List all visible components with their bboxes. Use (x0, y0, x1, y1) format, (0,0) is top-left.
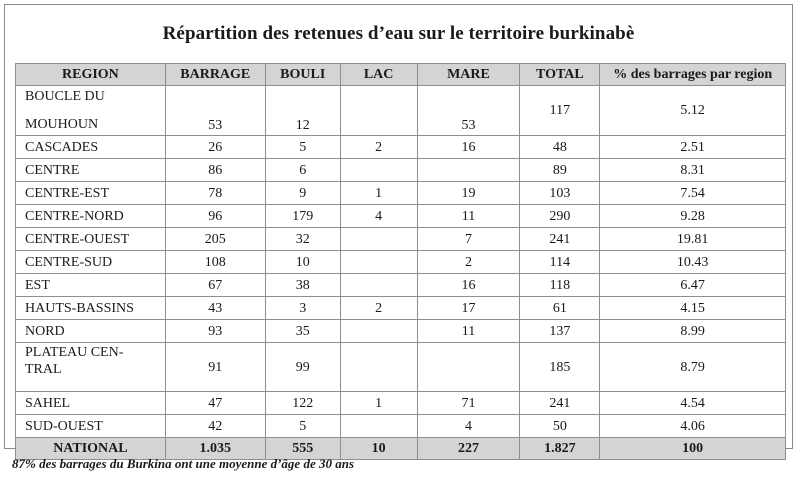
percent-cell: 8.31 (600, 159, 786, 182)
region-cell-line-1: BOUCLE DU (25, 89, 105, 104)
header-lac: LAC (340, 64, 417, 86)
header-mare: MARE (417, 64, 520, 86)
total-cell: 137 (520, 320, 600, 343)
region-cell (16, 343, 166, 392)
region-cell: CASCADES (16, 136, 166, 159)
mare-cell: 17 (417, 297, 520, 320)
region-cell: CENTRE-SUD (16, 251, 166, 274)
mare-cell: 19 (417, 182, 520, 205)
region-cell-line-1: PLATEAU CEN- (25, 345, 124, 360)
table-row (16, 136, 786, 159)
mare-cell (417, 159, 520, 182)
total-cell: 290 (520, 205, 600, 228)
header-total: TOTAL (520, 64, 600, 86)
total-cell: 118 (520, 274, 600, 297)
mare-cell: 4 (417, 415, 520, 438)
mare-cell: 71 (417, 392, 520, 415)
total-cell: 114 (520, 251, 600, 274)
total-cell: 241 (520, 228, 600, 251)
mare-cell: 2 (417, 251, 520, 274)
table-row (16, 343, 786, 392)
total-cell: 241 (520, 392, 600, 415)
lac-cell (340, 228, 417, 251)
table-row (16, 392, 786, 415)
region-cell-line-2: MOUHOUN (25, 117, 99, 132)
percent-cell: 9.28 (600, 205, 786, 228)
table-row (16, 86, 786, 136)
percent-cell: 4.15 (600, 297, 786, 320)
barrage-cell: 78 (165, 182, 265, 205)
table-header-row (16, 64, 786, 86)
mare-cell: 53 (417, 86, 520, 136)
mare-cell: 7 (417, 228, 520, 251)
percent-cell: 8.99 (600, 320, 786, 343)
region-cell: SAHEL (16, 392, 166, 415)
bouli-cell: 6 (265, 159, 340, 182)
total-cell: 61 (520, 297, 600, 320)
national-barrage: 1.035 (165, 438, 265, 460)
table-row (16, 182, 786, 205)
percent-cell: 10.43 (600, 251, 786, 274)
total-cell: 48 (520, 136, 600, 159)
header-region: REGION (16, 64, 166, 86)
percent-cell: 4.54 (600, 392, 786, 415)
total-cell: 185 (520, 343, 600, 392)
percent-cell: 4.06 (600, 415, 786, 438)
mare-cell: 11 (417, 205, 520, 228)
barrage-cell: 108 (165, 251, 265, 274)
lac-cell (340, 320, 417, 343)
national-bouli: 555 (265, 438, 340, 460)
table-row (16, 320, 786, 343)
table-row (16, 274, 786, 297)
bouli-cell: 5 (265, 415, 340, 438)
barrage-cell: 96 (165, 205, 265, 228)
percent-cell: 2.51 (600, 136, 786, 159)
region-cell: CENTRE-OUEST (16, 228, 166, 251)
region-cell: SUD-OUEST (16, 415, 166, 438)
header-barrage: BARRAGE (165, 64, 265, 86)
header-bouli: BOULI (265, 64, 340, 86)
lac-cell: 1 (340, 182, 417, 205)
bouli-cell: 5 (265, 136, 340, 159)
lac-cell: 4 (340, 205, 417, 228)
lac-cell: 1 (340, 392, 417, 415)
region-cell: CENTRE-NORD (16, 205, 166, 228)
national-percent: 100 (600, 438, 786, 460)
lac-cell (340, 159, 417, 182)
total-cell: 117 (520, 86, 600, 136)
national-mare: 227 (417, 438, 520, 460)
percent-cell: 8.79 (600, 343, 786, 392)
bouli-cell: 179 (265, 205, 340, 228)
mare-cell: 16 (417, 136, 520, 159)
header-percent: % des barrages par region (600, 64, 786, 86)
percent-cell: 5.12 (600, 86, 786, 136)
table-row (16, 159, 786, 182)
mare-cell: 11 (417, 320, 520, 343)
bouli-cell: 99 (265, 343, 340, 392)
table-row (16, 205, 786, 228)
barrage-cell: 67 (165, 274, 265, 297)
barrage-cell: 47 (165, 392, 265, 415)
table-row (16, 297, 786, 320)
region-cell: CENTRE-EST (16, 182, 166, 205)
lac-cell (340, 343, 417, 392)
mare-cell (417, 343, 520, 392)
barrage-cell: 91 (165, 343, 265, 392)
barrage-cell: 86 (165, 159, 265, 182)
percent-cell: 7.54 (600, 182, 786, 205)
national-lac: 10 (340, 438, 417, 460)
total-cell: 50 (520, 415, 600, 438)
table-row (16, 415, 786, 438)
region-cell: EST (16, 274, 166, 297)
table-row (16, 251, 786, 274)
barrage-cell: 26 (165, 136, 265, 159)
table-row (16, 228, 786, 251)
barrage-cell: 42 (165, 415, 265, 438)
bouli-cell: 3 (265, 297, 340, 320)
region-cell: NORD (16, 320, 166, 343)
total-cell: 89 (520, 159, 600, 182)
lac-cell: 2 (340, 136, 417, 159)
region-cell (16, 86, 166, 136)
national-label: NATIONAL (16, 438, 166, 460)
bouli-cell: 122 (265, 392, 340, 415)
document-frame (4, 4, 793, 456)
region-cell: CENTRE (16, 159, 166, 182)
region-cell-line-2: TRAL (25, 362, 62, 377)
lac-cell (340, 86, 417, 136)
lac-cell: 2 (340, 297, 417, 320)
barrage-cell: 93 (165, 320, 265, 343)
barrage-cell: 43 (165, 297, 265, 320)
lac-cell (340, 251, 417, 274)
percent-cell: 19.81 (600, 228, 786, 251)
percent-cell: 6.47 (600, 274, 786, 297)
lac-cell (340, 415, 417, 438)
footnote: 87% des barrages du Burkina ont une moyenne d’âge de 30 ans (12, 456, 354, 471)
lac-cell (340, 274, 417, 297)
barrage-cell: 205 (165, 228, 265, 251)
reservoir-table (15, 63, 786, 460)
bouli-cell: 38 (265, 274, 340, 297)
bouli-cell: 32 (265, 228, 340, 251)
bouli-cell: 35 (265, 320, 340, 343)
bouli-cell: 10 (265, 251, 340, 274)
bouli-cell: 12 (265, 86, 340, 136)
document-title: Répartition des retenues d’eau sur le territoire burkinabè (162, 23, 635, 44)
total-cell: 103 (520, 182, 600, 205)
bouli-cell: 9 (265, 182, 340, 205)
national-total: 1.827 (520, 438, 600, 460)
mare-cell: 16 (417, 274, 520, 297)
region-cell: HAUTS-BASSINS (16, 297, 166, 320)
barrage-cell: 53 (165, 86, 265, 136)
